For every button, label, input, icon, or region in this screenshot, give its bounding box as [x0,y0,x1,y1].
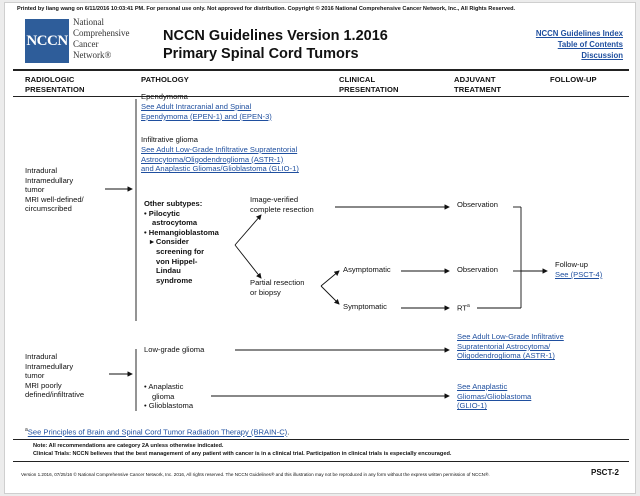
flow-connectors [5,3,637,495]
nccn-logo: NCCN [25,19,69,63]
column-header-followup: FOLLOW-UP [550,75,597,84]
version-footer: Version 1.2016, 07/25/16 © National Comprehensive Cancer Network, Inc. 2016, All rights reserved. The NCCN Guidelines® and this illustration may not be reproduced in any form without the express written permission of NCCN®. [21,472,490,477]
column-header-clinical: CLINICAL PRESENTATION [339,75,399,94]
print-notice: Printed by liang wang on 6/11/2016 10:03:41 PM. For personal use only. Not approved for distribution. Copyright © 2016 National Comprehensive Cancer Network, Inc., All Rights Reserved. [17,6,516,12]
table-of-contents-link[interactable]: Table of Contents [557,40,623,49]
vhl-screening-note: ▸ Consider screening for von Hippel- Lindau syndrome [150,237,205,285]
guideline-page [4,2,636,494]
radiologic-well-defined: Intradural Intramedullary tumor MRI well-defined/ circumscribed [25,166,84,214]
followup-label: Follow-up [555,260,588,269]
followup-psct4-link[interactable]: See (PSCT-4) [555,270,603,279]
radiation-therapy-label: $RT^a$ [457,303,470,313]
anaplastic-glioma-link[interactable]: See Anaplastic Gliomas/Glioblastoma (GLIO-1) [457,382,532,411]
complete-resection: Image-verified complete resection [250,195,314,214]
column-header-radiologic: RADIOLOGIC PRESENTATION [25,75,85,94]
discussion-link[interactable]: Discussion [581,51,623,60]
anaplastic-glioblastoma-items: • Anaplastic glioma • Glioblastoma [144,382,194,411]
ependymoma-label: Ependymoma [141,92,188,101]
brain-c-link[interactable]: See Principles of Brain and Spinal Cord Tumor Radiation Therapy (BRAIN-C) [27,427,288,437]
low-grade-glioma-label: Low-grade glioma [144,345,205,354]
asymptomatic-label: Asymptomatic [343,265,391,274]
guidelines-index-link[interactable]: NCCN Guidelines Index [535,29,623,38]
radiologic-poorly-defined: Intradural Intramedullary tumor MRI poorly defined/infiltrative [25,352,85,400]
guideline-version-title: NCCN Guidelines Version 1.2016 [163,28,388,44]
partial-resection: Partial resection or biopsy [250,278,305,297]
column-header-pathology: PATHOLOGY [141,75,189,84]
infiltrative-glioma-link[interactable]: See Adult Low-Grade Infiltrative Supratentorial Astrocytoma/Oligodendroglioma (ASTR-1) and Anaplastic Gliomas/Glioblastoma (GLIO-1) [141,145,299,174]
other-subtypes: Other subtypes: • Pilocytic astrocytoma • Hemangioblastoma ▸ Consider screening for von Hippel- Lindau syndrome [144,199,219,285]
footnote-a: $^a$See Principles of Brain and Spinal Cord Tumor Radiation Therapy (BRAIN-C). [25,427,290,437]
ependymoma-link[interactable]: See Adult Intracranial and Spinal Ependymoma (EPEN-1) and (EPEN-3) [141,102,272,121]
note-clinical-trials: Clinical Trials: NCCN believes that the best management of any patient with cancer is in a clinical trial. Participation in clinical trials is especially encouraged. [33,451,452,457]
infiltrative-glioma-label: Infiltrative glioma [141,135,198,144]
nccn-logo-text: National Comprehensive Cancer Network® [73,17,130,60]
observation-asymptomatic: Observation [457,265,498,274]
guideline-topic-title: Primary Spinal Cord Tumors [163,46,359,62]
column-header-adjuvant: ADJUVANT TREATMENT [454,75,502,94]
low-grade-glioma-link[interactable]: See Adult Low-Grade Infiltrative Supratentorial Astrocytoma/ Oligodendroglioma (ASTR-1) [457,332,564,361]
note-category: Note: All recommendations are category 2A unless otherwise indicated. [33,443,224,449]
observation-complete: Observation [457,200,498,209]
symptomatic-label: Symptomatic [343,302,387,311]
page-code: PSCT-2 [591,468,620,477]
